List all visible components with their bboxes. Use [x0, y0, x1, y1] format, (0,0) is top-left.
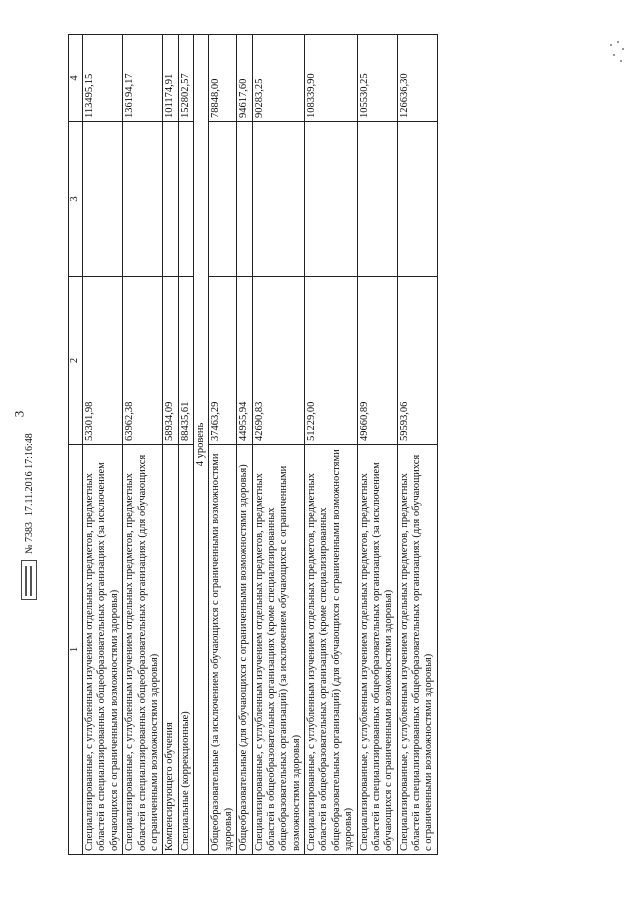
column-header: 2 [69, 277, 83, 445]
column-header: 3 [69, 122, 83, 277]
column-header: 1 [69, 445, 83, 855]
document-footer [16, 300, 42, 600]
value-cell: 105530,25 [357, 35, 397, 122]
table-row [305, 35, 358, 855]
value-cell: 113495,15 [83, 35, 123, 122]
value-cell [237, 122, 252, 277]
table-row [83, 35, 123, 855]
table-row [123, 35, 163, 855]
value-cell [209, 122, 237, 277]
row-name-cell: Специализированные, с углубленным изучением отдельных предметов, предметных областей в специализированных общеобразовательных организациях (за исключением обучающихся с ограниченными возможностями здоровья) [83, 445, 123, 855]
column-header: 4 [69, 35, 83, 122]
value-cell [83, 122, 123, 277]
budget-table [68, 34, 438, 855]
table-row [163, 35, 178, 855]
value-cell: 126636,30 [397, 35, 437, 122]
level-label: 4 уровень [194, 35, 209, 855]
budget-table-container [68, 35, 608, 855]
value-cell [357, 122, 397, 277]
row-name-cell: Специализированные, с углубленным изучением отдельных предметов, предметных областей в общеобразовательных организациях (кроме специализированных общеобразовательных организаций) (для обучающихся с ограниченными возможностями здоровья) [305, 445, 358, 855]
row-name-cell: Специализированные, с углубленным изучением отдельных предметов, предметных областей в общеобразовательных организациях (кроме специализированных общеобразовательных организаций) (за исключением обучающихся с ограниченными возможностями здоровья) [252, 445, 305, 855]
table-row [357, 35, 397, 855]
value-cell: 152802,57 [178, 35, 193, 122]
table-row [209, 35, 237, 855]
table-row [397, 35, 437, 855]
row-name-cell: Компенсирующего обучения [163, 445, 178, 855]
registry-stamp-icon [21, 560, 37, 600]
value-cell: 90283,25 [252, 35, 305, 122]
table-row [178, 35, 193, 855]
row-name-cell: Специальные (коррекционные) [178, 445, 193, 855]
value-cell: 53301,98 [83, 277, 123, 445]
value-cell [252, 122, 305, 277]
row-name-cell: Специализированные, с углубленным изучением отдельных предметов, предметных областей в специализированных общеобразовательных организациях (для обучающихся с ограниченными возможностями здоровья) [123, 445, 163, 855]
row-name-cell: Специализированные, с углубленным изучением отдельных предметов, предметных областей в специализированных общеобразовательных организациях (для обучающихся с ограниченными возможностями здоровья) [397, 445, 437, 855]
value-cell [178, 122, 193, 277]
table-row [237, 35, 252, 855]
value-cell: 78848,00 [209, 35, 237, 122]
document-number: № 7383 [23, 521, 35, 554]
row-name-cell: Общеобразовательные (за исключением обучающихся с ограниченными возможностями здоровья) [209, 445, 237, 855]
row-name-cell: Общеобразовательные (для обучающихся с ограниченными возможностями здоровья) [237, 445, 252, 855]
value-cell: 49660,89 [357, 277, 397, 445]
value-cell: 108339,90 [305, 35, 358, 122]
value-cell: 51229,00 [305, 277, 358, 445]
value-cell: 101174,91 [163, 35, 178, 122]
value-cell [305, 122, 358, 277]
row-name-cell: Специализированные, с углубленным изучением отдельных предметов, предметных областей в специализированных общеобразовательных организациях (за исключением обучающихся с ограниченными возможностями здоровья) [357, 445, 397, 855]
value-cell: 37463,29 [209, 277, 237, 445]
document-timestamp: 17.11.2016 17:16:48 [23, 433, 35, 516]
value-cell: 44955,94 [237, 277, 252, 445]
value-cell: 58934,09 [163, 277, 178, 445]
table-header-row [69, 35, 83, 855]
value-cell: 63962,38 [123, 277, 163, 445]
value-cell: 88435,61 [178, 277, 193, 445]
level-row [194, 35, 209, 855]
value-cell: 136194,17 [123, 35, 163, 122]
value-cell: 42690,83 [252, 277, 305, 445]
page-number: 3 [11, 410, 27, 418]
scan-artifact-icon [608, 40, 628, 66]
table-row [252, 35, 305, 855]
value-cell [163, 122, 178, 277]
value-cell: 59593,06 [397, 277, 437, 445]
value-cell [123, 122, 163, 277]
value-cell: 94617,60 [237, 35, 252, 122]
value-cell [397, 122, 437, 277]
